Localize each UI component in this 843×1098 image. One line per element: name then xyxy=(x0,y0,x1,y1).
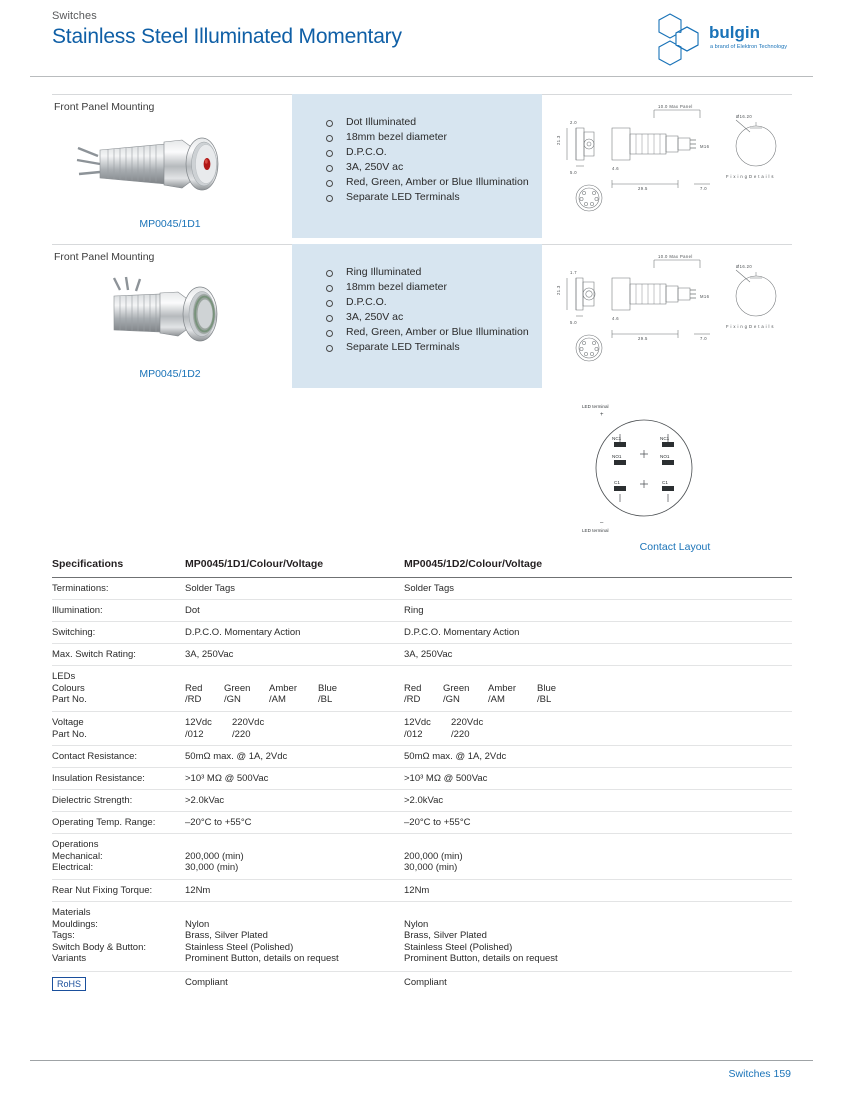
technical-drawing-2 xyxy=(550,248,792,386)
spec-label: Terminations: xyxy=(52,583,109,594)
led-colour: Blue xyxy=(537,682,557,694)
spec-value-1-group xyxy=(185,717,400,740)
svg-text:F i x i n g D e t a i l s: F i x i n g D e t a i l s xyxy=(726,174,774,179)
led-colour: Red xyxy=(185,682,203,694)
spec-label-line: Electrical: xyxy=(52,862,94,873)
status-badge: RoHS xyxy=(52,977,86,991)
feature-item: Red, Green, Amber or Blue Illumination xyxy=(324,176,534,190)
spec-label: Operating Temp. Range: xyxy=(52,817,156,828)
spec-value-1-group xyxy=(185,671,400,706)
table-row-operations xyxy=(52,834,792,880)
spec-value-2: 3A, 250Vac xyxy=(404,649,453,660)
spec-label: Switching: xyxy=(52,627,96,638)
bulgin-logo xyxy=(654,12,792,68)
voltage-partno: /012 xyxy=(185,728,204,740)
led-partno: /AM xyxy=(269,694,286,705)
terminal-label-nc1-right: NC1 xyxy=(660,436,670,441)
led-colour: Amber xyxy=(269,682,297,694)
led-partno: /GN xyxy=(443,694,460,705)
svg-text:M16: M16 xyxy=(700,294,710,299)
spec-label-line: Operations xyxy=(52,839,99,850)
spec-value-1: –20°C to +55°C xyxy=(185,817,252,828)
svg-text:21.3: 21.3 xyxy=(556,285,561,295)
table-row xyxy=(52,812,792,834)
spec-label-group xyxy=(52,671,182,706)
table-row-voltage xyxy=(52,712,792,746)
table-row-rohs xyxy=(52,972,792,994)
led-terminal-top-label: LED terminal xyxy=(582,404,609,409)
product-block-2 xyxy=(52,244,792,388)
spec-label-line: Voltage xyxy=(52,717,84,728)
led-colour-row xyxy=(404,683,619,695)
svg-text:bulgin: bulgin xyxy=(709,23,760,42)
spec-value-line: Prominent Button, details on request xyxy=(404,953,558,964)
spec-value-2: –20°C to +55°C xyxy=(404,817,471,828)
led-terminal-bottom-label: LED terminal xyxy=(582,528,609,533)
rohs-label xyxy=(52,977,182,991)
voltage-value: 220Vdc xyxy=(451,717,484,728)
spec-label-line: Colours xyxy=(52,682,85,694)
led-partno: /RD xyxy=(185,694,202,705)
feature-item: 18mm bezel diameter xyxy=(324,281,534,295)
terminal-label-c1-right: C1 xyxy=(662,480,668,485)
product-photo-dot xyxy=(62,116,272,216)
spec-label-group xyxy=(52,717,182,740)
spec-value-1: 3A, 250Vac xyxy=(185,649,234,660)
spec-label-group xyxy=(52,839,182,874)
led-colour: Green xyxy=(443,682,470,694)
spec-label-line: Mouldings: xyxy=(52,918,98,930)
led-colour: Blue xyxy=(318,682,338,694)
spec-label: Insulation Resistance: xyxy=(52,773,145,784)
specifications-table xyxy=(52,558,792,994)
feature-panel-1 xyxy=(292,94,542,238)
spec-value-1-group xyxy=(185,839,400,874)
table-row xyxy=(52,768,792,790)
led-partno: /RD xyxy=(404,694,421,705)
voltage-partno-row xyxy=(404,729,619,741)
feature-item: Separate LED Terminals xyxy=(324,191,534,205)
spec-label-line: Materials xyxy=(52,907,91,918)
contact-layout-diagram xyxy=(560,398,790,553)
svg-text:–: – xyxy=(600,520,604,526)
spec-value-1: Solder Tags xyxy=(185,583,235,594)
voltage-partno-row xyxy=(185,729,400,741)
spec-value-2: 12Nm xyxy=(404,885,430,896)
feature-item: 18mm bezel diameter xyxy=(324,131,534,145)
spec-header-col0: Specifications xyxy=(52,558,124,570)
spec-value-line: 30,000 (min) xyxy=(185,862,239,873)
spec-header-col2: MP0045/1D2/Colour/Voltage xyxy=(404,558,543,570)
led-colour-row xyxy=(185,683,400,695)
spec-value-1: D.P.C.O. Momentary Action xyxy=(185,627,301,638)
feature-item: Ring Illuminated xyxy=(324,266,534,280)
led-colour: Amber xyxy=(488,682,516,694)
table-row xyxy=(52,578,792,600)
feature-item: Dot Illuminated xyxy=(324,116,534,130)
spec-label-line: Mechanical: xyxy=(52,850,103,862)
voltage-value: 220Vdc xyxy=(232,717,265,728)
voltage-partno: /220 xyxy=(232,728,251,740)
spec-value-2: Solder Tags xyxy=(404,583,454,594)
feature-item: D.P.C.O. xyxy=(324,146,534,160)
spec-label-line: Variants xyxy=(52,953,87,964)
svg-text:29.5: 29.5 xyxy=(638,186,648,191)
svg-text:+: + xyxy=(600,412,604,418)
spec-value-2-group xyxy=(404,717,619,740)
feature-panel-2 xyxy=(292,244,542,388)
spec-value-line: Brass, Silver Plated xyxy=(185,930,268,941)
table-row-materials xyxy=(52,902,792,972)
spec-value-2-group xyxy=(404,671,619,706)
spec-label-line: Part No. xyxy=(52,694,87,705)
spec-header-col1: MP0045/1D1/Colour/Voltage xyxy=(185,558,324,570)
voltage-value: 12Vdc xyxy=(185,717,212,728)
svg-text:21.3: 21.3 xyxy=(556,135,561,145)
technical-drawing-1 xyxy=(550,98,792,236)
spec-value-line: Nylon xyxy=(185,918,210,930)
svg-text:10.0 Max Panel: 10.0 Max Panel xyxy=(658,254,693,259)
spec-value-2: >2.0kVac xyxy=(404,795,444,806)
table-row xyxy=(52,644,792,666)
feature-list-1 xyxy=(324,116,534,207)
led-colour: Green xyxy=(224,682,251,694)
spec-label: Rear Nut Fixing Torque: xyxy=(52,885,153,896)
spec-value-1: >10³ MΩ @ 500Vac xyxy=(185,773,269,784)
led-partno-row xyxy=(185,694,400,706)
spec-label: Contact Resistance: xyxy=(52,751,138,762)
terminal-label-no1-right: NO1 xyxy=(660,454,670,459)
spec-value-1: Dot xyxy=(185,605,200,616)
spec-value-line: 200,000 (min) xyxy=(185,850,244,862)
footer-page-label: Switches 159 xyxy=(728,1068,791,1080)
spec-value-2-group xyxy=(404,839,619,874)
spec-value-line: 30,000 (min) xyxy=(404,862,458,873)
table-row xyxy=(52,790,792,812)
voltage-row xyxy=(185,717,400,729)
header-eyebrow: Switches xyxy=(52,10,97,22)
led-partno: /GN xyxy=(224,694,241,705)
spec-value-2-group xyxy=(404,907,619,965)
svg-text:a brand of Elektron Technology: a brand of Elektron Technology xyxy=(710,44,788,50)
feature-item: Separate LED Terminals xyxy=(324,341,534,355)
voltage-row xyxy=(404,717,619,729)
led-partno: /BL xyxy=(318,694,333,705)
spec-label: Dielectric Strength: xyxy=(52,795,133,806)
svg-text:10.0 Max Panel: 10.0 Max Panel xyxy=(658,104,693,109)
product-block-1 xyxy=(52,94,792,238)
spec-value-line: 200,000 (min) xyxy=(404,850,463,862)
spec-value-1: >2.0kVac xyxy=(185,795,225,806)
led-colour: Red xyxy=(404,682,422,694)
product-photo-ring xyxy=(62,266,272,366)
spec-value-2: Compliant xyxy=(404,977,447,988)
table-row-leds xyxy=(52,666,792,712)
voltage-value: 12Vdc xyxy=(404,717,431,728)
svg-text:Ø16.20: Ø16.20 xyxy=(736,114,753,119)
svg-text:29.5: 29.5 xyxy=(638,336,648,341)
led-partno: /BL xyxy=(537,694,552,705)
led-partno-row xyxy=(404,694,619,706)
spec-label-group xyxy=(52,907,182,965)
svg-text:7.0: 7.0 xyxy=(700,186,708,191)
svg-text:7.0: 7.0 xyxy=(700,336,708,341)
spec-label-line: Tags: xyxy=(52,930,75,941)
spec-label-line: LEDs xyxy=(52,671,76,682)
contact-layout-caption: Contact Layout xyxy=(639,541,711,553)
spec-value-line: Prominent Button, details on request xyxy=(185,953,339,964)
spec-value-2: 50mΩ max. @ 1A, 2Vdc xyxy=(404,751,507,762)
spec-label: Illumination: xyxy=(52,605,103,616)
spec-value-2: >10³ MΩ @ 500Vac xyxy=(404,773,488,784)
page-header xyxy=(52,10,792,70)
mounting-label: Front Panel Mounting xyxy=(54,251,155,263)
spec-value-1: Compliant xyxy=(185,977,228,988)
voltage-partno: /220 xyxy=(451,728,470,740)
spec-value-line: Stainless Steel (Polished) xyxy=(185,941,294,953)
spec-label-line: Switch Body & Button: xyxy=(52,941,146,953)
svg-text:4.6: 4.6 xyxy=(612,166,620,171)
svg-text:Ø16.20: Ø16.20 xyxy=(736,264,753,269)
feature-item: 3A, 250V ac xyxy=(324,161,534,175)
spec-value-line: Brass, Silver Plated xyxy=(404,930,487,941)
svg-text:5.0: 5.0 xyxy=(570,320,578,325)
header-divider xyxy=(30,76,813,77)
spec-value-2: D.P.C.O. Momentary Action xyxy=(404,627,520,638)
product-code-1: MP0045/1D1 xyxy=(139,218,201,230)
table-row xyxy=(52,746,792,768)
mounting-label: Front Panel Mounting xyxy=(54,101,155,113)
svg-text:F i x i n g D e t a i l s: F i x i n g D e t a i l s xyxy=(726,324,774,329)
svg-text:5.0: 5.0 xyxy=(570,170,578,175)
svg-text:1.7: 1.7 xyxy=(570,270,578,275)
product-code-2: MP0045/1D2 xyxy=(139,368,201,380)
spec-value-line: Nylon xyxy=(404,918,429,930)
spec-value-1: 50mΩ max. @ 1A, 2Vdc xyxy=(185,751,288,762)
feature-item: D.P.C.O. xyxy=(324,296,534,310)
terminal-label-no1-left: NO1 xyxy=(612,454,622,459)
page-title: Stainless Steel Illuminated Momentary xyxy=(52,25,402,48)
spec-label-line: Part No. xyxy=(52,728,87,740)
terminal-label-c1-left: C1 xyxy=(614,480,620,485)
feature-item: 3A, 250V ac xyxy=(324,311,534,325)
spec-value-1-group xyxy=(185,907,400,965)
svg-text:2.0: 2.0 xyxy=(570,120,578,125)
feature-list-2 xyxy=(324,266,534,357)
svg-text:4.6: 4.6 xyxy=(612,316,620,321)
spec-value-line: Stainless Steel (Polished) xyxy=(404,941,513,953)
table-row xyxy=(52,622,792,644)
spec-header-row xyxy=(52,558,792,575)
voltage-partno: /012 xyxy=(404,728,423,740)
feature-item: Red, Green, Amber or Blue Illumination xyxy=(324,326,534,340)
led-partno: /AM xyxy=(488,694,505,705)
spec-label: Max. Switch Rating: xyxy=(52,649,136,660)
terminal-label-nc1-left: NC1 xyxy=(612,436,622,441)
table-row xyxy=(52,600,792,622)
spec-value-2: Ring xyxy=(404,605,424,616)
table-row xyxy=(52,880,792,902)
footer-divider xyxy=(30,1060,813,1061)
svg-text:M16: M16 xyxy=(700,144,710,149)
spec-value-1: 12Nm xyxy=(185,885,211,896)
